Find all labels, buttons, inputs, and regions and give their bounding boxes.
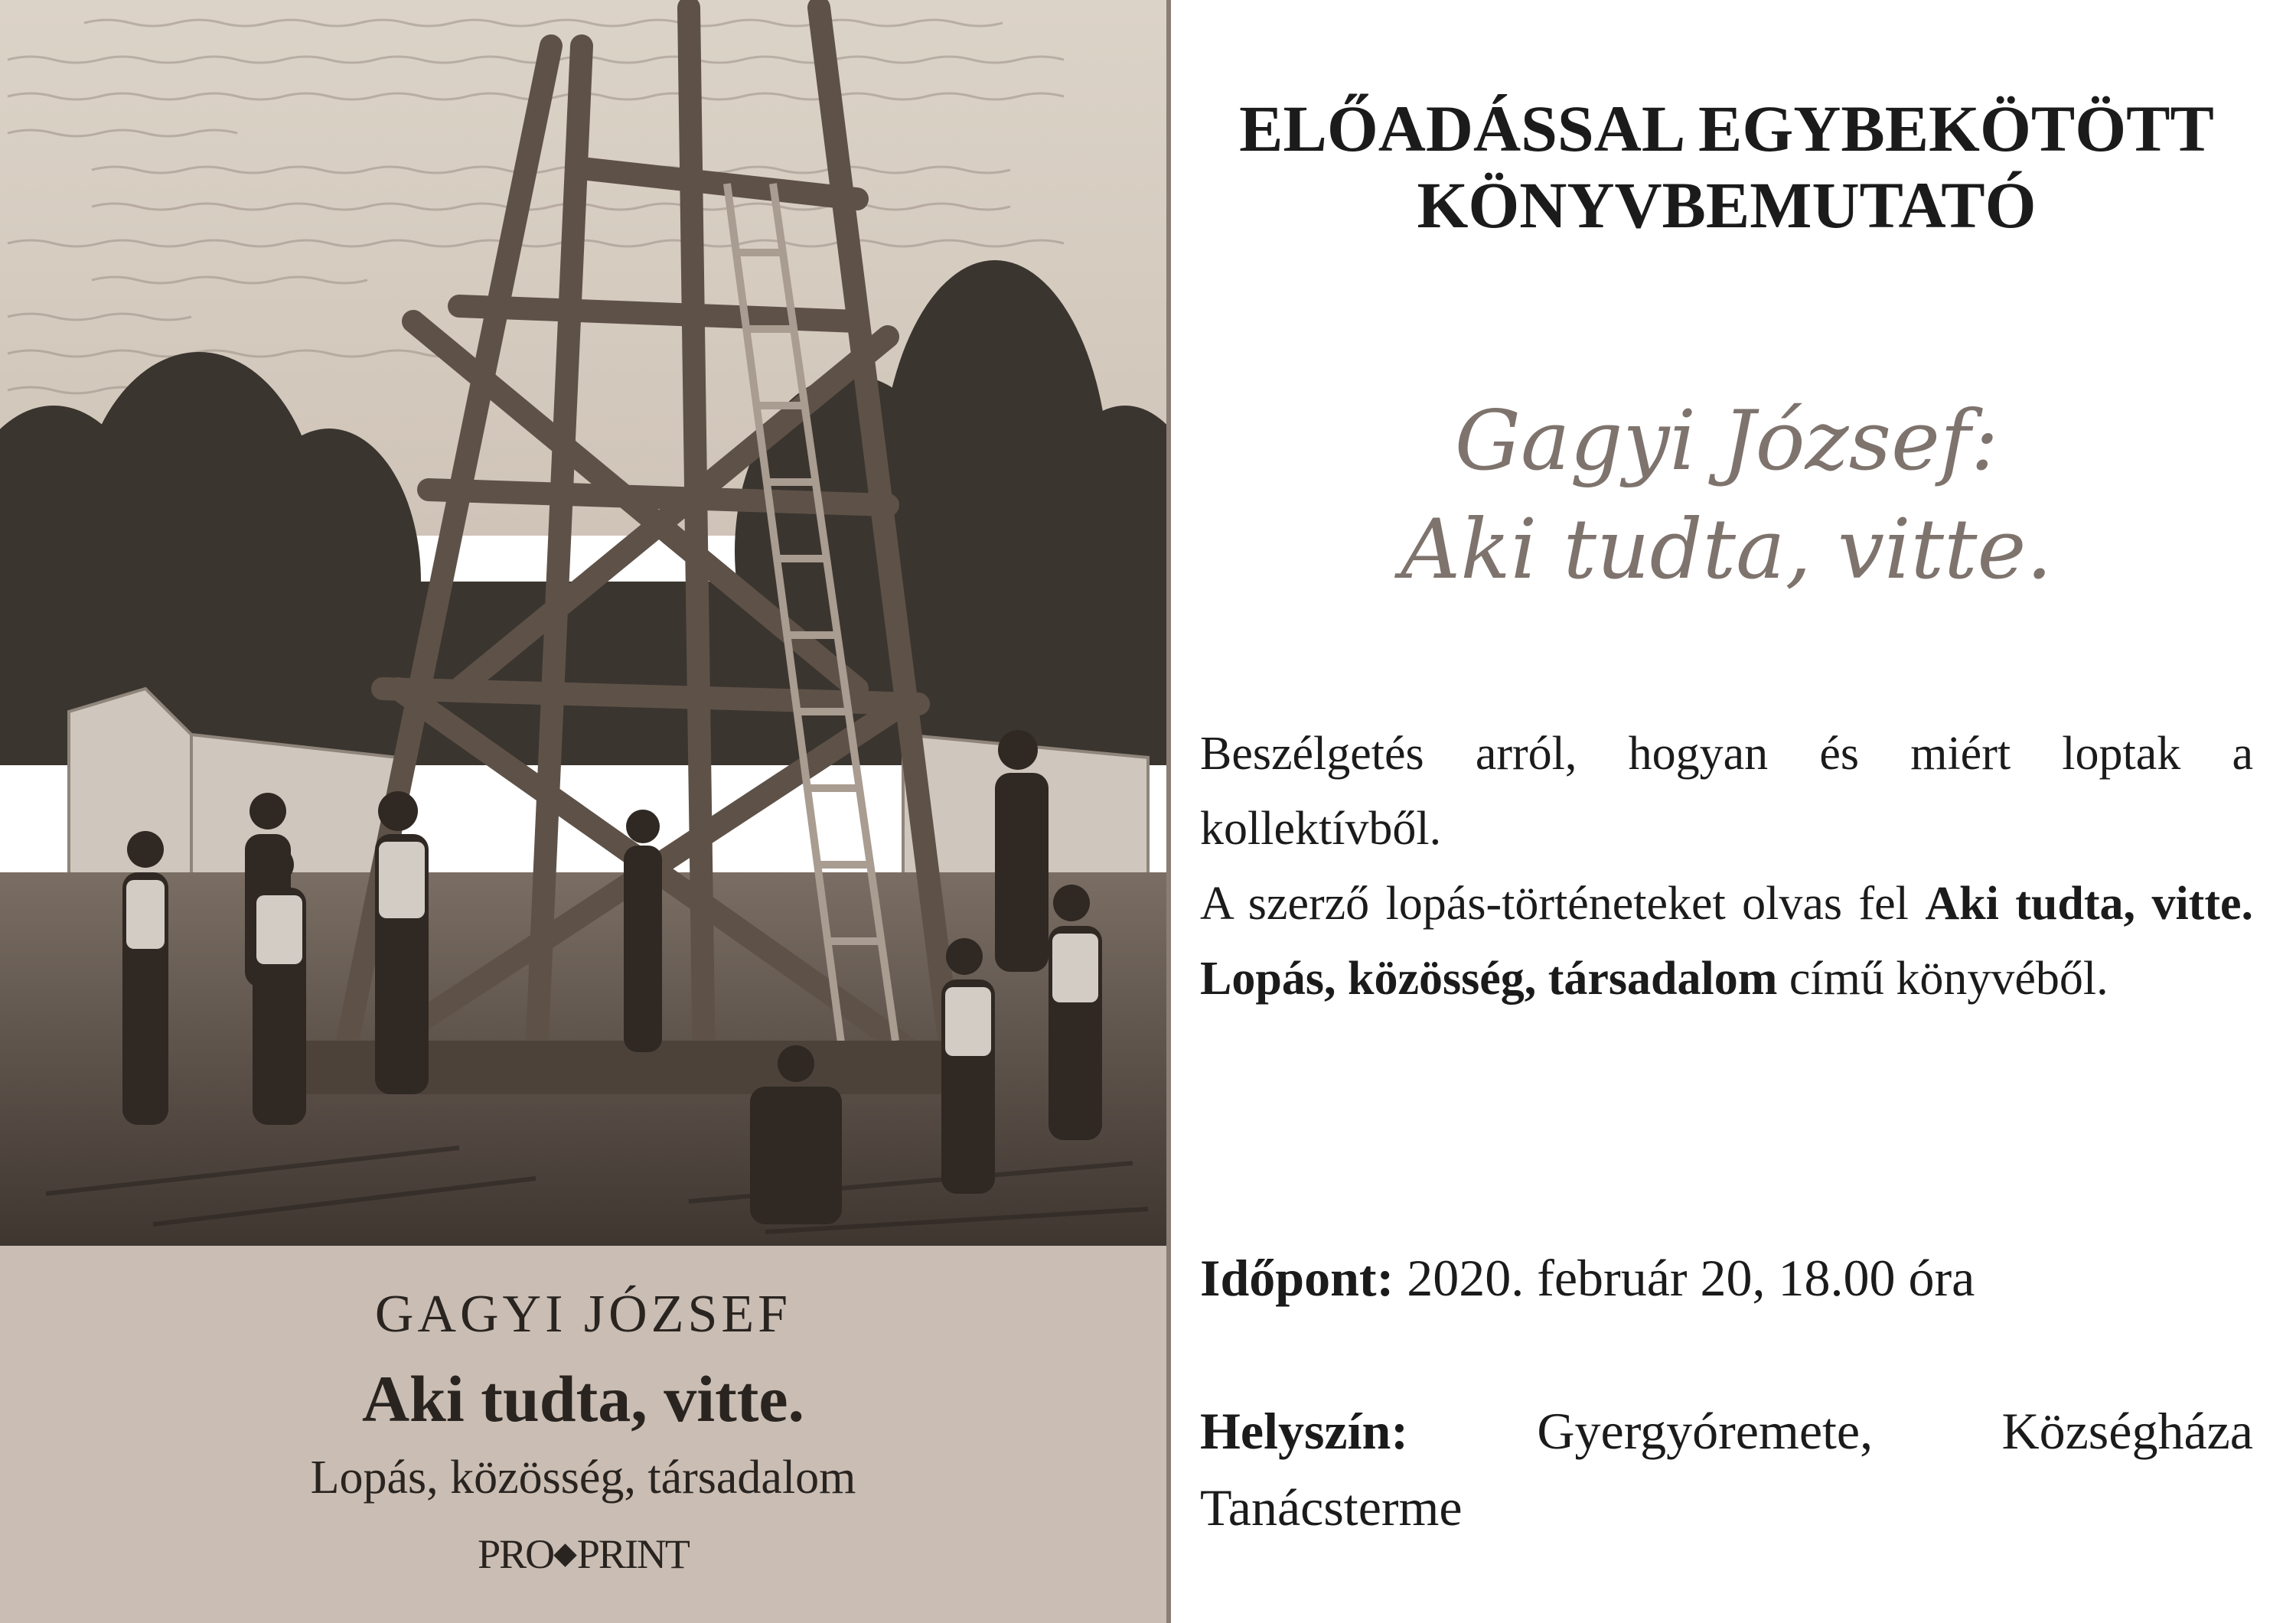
description-text-end: című könyvéből. bbox=[1777, 953, 2108, 1005]
cover-author: GAGYI JÓZSEF bbox=[374, 1285, 792, 1344]
cover-edge bbox=[1166, 0, 1171, 1623]
book-title-line1: Gagyi József: bbox=[1454, 393, 1999, 489]
event-place bbox=[1200, 1393, 2253, 1546]
time-value: 2020. február 20, 18.00 óra bbox=[1394, 1249, 1975, 1307]
book-title-line2: Aki tudta, vitte. bbox=[1401, 502, 2053, 598]
publisher-logo-dot-icon: ◆ bbox=[553, 1536, 577, 1570]
event-heading-line1: ELŐADÁSSAL EGYBEKÖTÖTT bbox=[1239, 92, 2214, 165]
place-value: Gyergyóremete, Községháza Tanácsterme bbox=[1200, 1402, 2253, 1537]
description-book-title: Aki tudta, vitte. Lopás, közösség, társadalom bbox=[1200, 878, 2253, 1005]
publisher-logo-right: PRINT bbox=[576, 1531, 689, 1577]
cover-subtitle: Lopás, közösség, társadalom bbox=[310, 1452, 856, 1504]
event-description bbox=[1200, 716, 2253, 1016]
event-heading-line2: KÖNYVBEMUTATÓ bbox=[1417, 168, 2037, 242]
cover-photo bbox=[0, 0, 1166, 1246]
time-label: Időpont: bbox=[1200, 1249, 1394, 1307]
cover-title-band bbox=[0, 1246, 1166, 1623]
cover-title: Aki tudta, vitte. bbox=[361, 1362, 805, 1436]
description-line2 bbox=[1200, 866, 2253, 1016]
description-text-start: A szerző lopás-történeteket olvas fel bbox=[1200, 878, 1926, 930]
description-line1: Beszélgetés arról, hogyan és miért loptak a kollektívből. bbox=[1200, 728, 2253, 855]
place-label: Helyszín: bbox=[1200, 1402, 1408, 1460]
book-title bbox=[1200, 387, 2253, 605]
publisher-logo-left: PRO bbox=[478, 1531, 554, 1577]
publisher-logo bbox=[0, 1530, 1166, 1578]
event-time bbox=[1200, 1240, 2253, 1316]
event-heading bbox=[1200, 90, 2253, 243]
